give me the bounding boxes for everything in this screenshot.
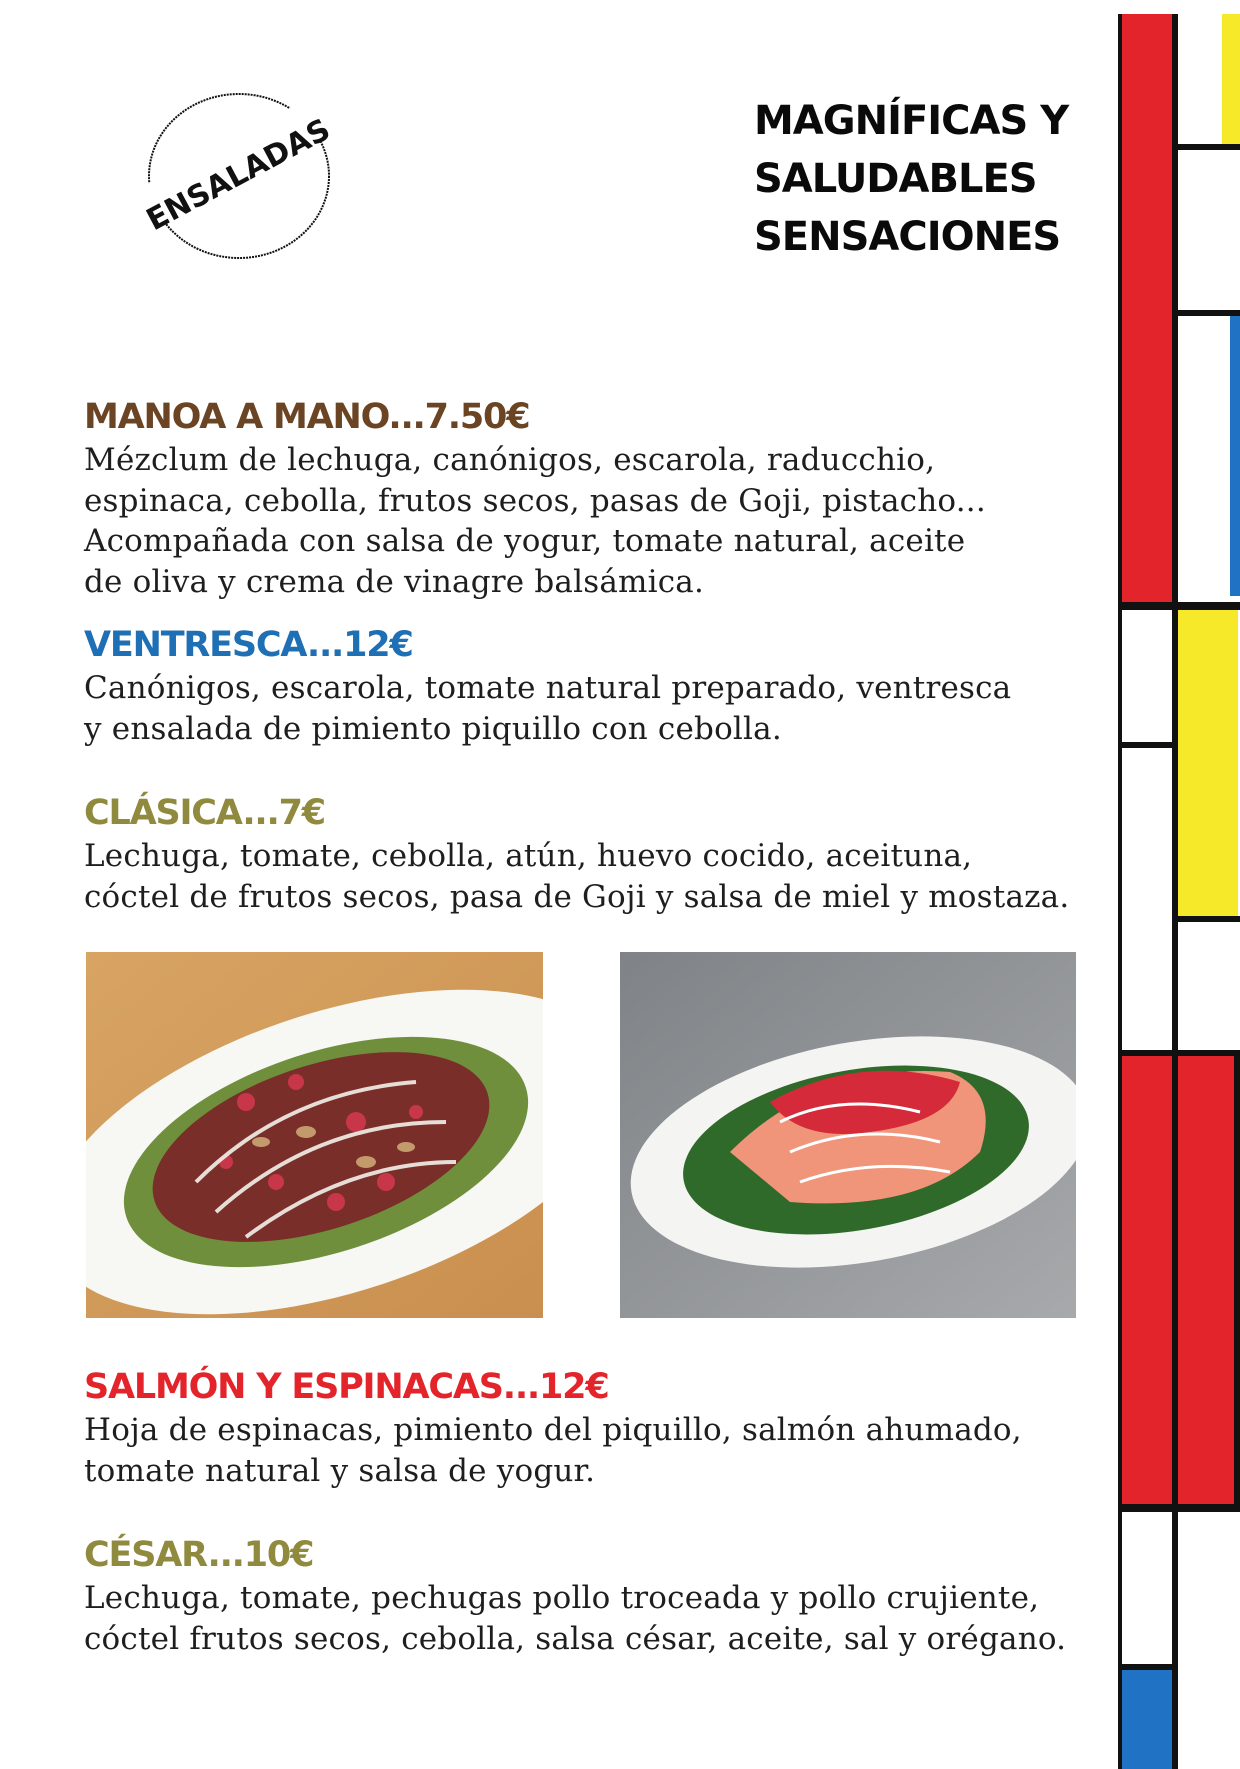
description-line: Acompañada con salsa de yogur, tomate natural, aceite: [84, 523, 966, 559]
tagline-line: SENSACIONES: [754, 214, 1061, 260]
menu-item-title: CÉSAR...10€: [84, 1535, 314, 1575]
menu-item-title: SALMÓN Y ESPINACAS...12€: [84, 1367, 609, 1407]
salad-photo-left: [86, 952, 543, 1318]
menu-item-description: [84, 1578, 1144, 1659]
description-line: y ensalada de pimiento piquillo con cebolla.: [84, 710, 782, 747]
menu-item-title: VENTRESCA...12€: [84, 625, 413, 665]
menu-item-description: [84, 668, 1144, 749]
menu-item-description: [84, 1410, 1144, 1491]
menu-item-description: [84, 440, 1144, 602]
description-line: Lechuga, tomate, cebolla, atún, huevo cocido, aceituna,: [84, 838, 973, 874]
description-line: de oliva y crema de vinagre balsámica.: [84, 563, 705, 600]
menu-item-clasica: [84, 790, 1144, 917]
menu-item-description: [84, 836, 1144, 917]
salad-photo-right: [620, 952, 1076, 1318]
salmon-salad-image: [620, 952, 1076, 1318]
description-line: Mézclum de lechuga, canónigos, escarola, raducchio,: [84, 442, 936, 478]
menu-item-title: MANOA A MANO...7.50€: [84, 397, 530, 437]
stamp-label: ENSALADAS: [145, 112, 333, 239]
stamp-graphic: [145, 90, 333, 262]
menu-item-salmon: [84, 1364, 1144, 1491]
description-line: espinaca, cebolla, frutos secos, pasas de Goji, pistacho...: [84, 482, 986, 519]
description-line: Lechuga, tomate, pechugas pollo troceada y pollo crujiente,: [84, 1580, 1040, 1616]
description-line: Canónigos, escarola, tomate natural preparado, ventresca: [84, 670, 1012, 706]
description-line: cóctel frutos secos, cebolla, salsa césar, aceite, sal y orégano.: [84, 1620, 1067, 1657]
menu-item-ventresca: [84, 622, 1144, 749]
mondrian-decoration: [1118, 14, 1240, 1769]
description-line: cóctel de frutos secos, pasa de Goji y salsa de miel y mostaza.: [84, 878, 1070, 915]
salad-image: [86, 952, 543, 1318]
menu-item-manoa: [84, 394, 1144, 602]
menu-item-cesar: [84, 1532, 1144, 1659]
tagline-line: MAGNÍFICAS Y: [754, 98, 1069, 144]
description-line: tomate natural y salsa de yogur.: [84, 1452, 596, 1489]
ensaladas-stamp: [145, 90, 333, 262]
tagline-line: SALUDABLES: [754, 156, 1037, 202]
menu-item-title: CLÁSICA...7€: [84, 793, 325, 833]
mondrian-pattern: [1118, 14, 1240, 1769]
description-line: Hoja de espinacas, pimiento del piquillo, salmón ahumado,: [84, 1412, 1022, 1448]
tagline: [754, 92, 1114, 266]
